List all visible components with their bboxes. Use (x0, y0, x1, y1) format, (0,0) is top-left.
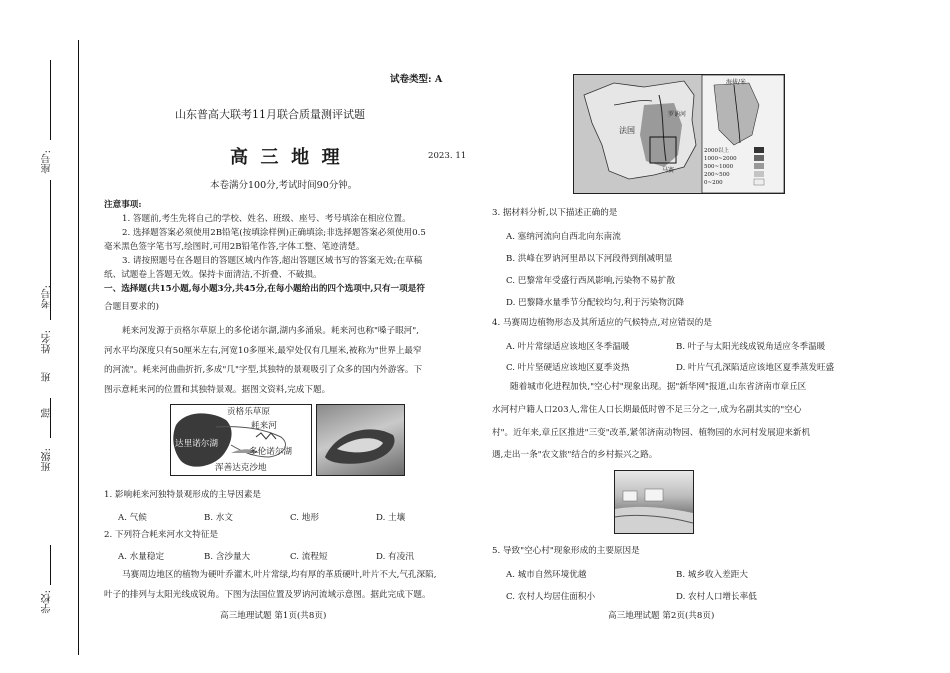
passage1-line: 耗来河发源于贡格尔草原上的多伦诺尔湖,湖内多涌泉。耗来河也称"嗓子眼河", (122, 326, 419, 336)
passage2-line: 马赛周边地区的植物为硬叶乔灌木,叶片常绿,均有厚的革质硬叶,叶片不大,气孔深陷, (122, 570, 437, 580)
notice-heading: 注意事项: (104, 200, 142, 210)
q5-option[interactable]: A. 城市自然环境优越 (506, 570, 587, 580)
passage3-line: 水河村户籍人口203人,常住人口长期最低时曾不足三分之一,成为名副其实的"空心 (492, 405, 802, 415)
map2-legend-title: 海拔/米 (726, 79, 747, 86)
legend-item: 1000~2000 (704, 156, 737, 162)
section-title-cont: 合题目要求的) (104, 302, 159, 312)
notice-item: 毫米黑色签字笔书写,绘图时,可用2B铅笔作答,字体工整、笔迹清楚。 (104, 242, 365, 252)
map2-legend (704, 147, 737, 187)
passage1-line: 河水平均深度只有50厘米左右,河宽10多厘米,最窄处仅有几厘米,被称为"世界上最窄 (104, 346, 422, 356)
haolai-river-map (170, 404, 312, 476)
q1-stem: 1. 影响耗来河独特景观形成的主导因素是 (104, 490, 262, 500)
major-label: 部 (42, 408, 53, 418)
score-note: 本卷满分100分,考试时间90分钟。 (210, 180, 358, 191)
notice-item: 2. 选择题答案必须使用2B铅笔(按填涂样例)正确填涂;非选择题答案必须使用0.5 (122, 228, 426, 238)
passage1-line: 的河流"。耗来河曲曲折折,多成"几"字型,其独特的景观吸引了众多的国内外游客。下 (104, 365, 423, 375)
notice-item: 3. 请按照题号在各题目的答题区域内作答,超出答题区域书写的答案无效;在草稿 (122, 256, 423, 266)
legend-item: 500~1000 (704, 164, 734, 170)
passage3-line: 村"。近年来,章丘区推进"三变"改革,紧邻济南动物园、植物园的水河村发展迎来新机 (492, 428, 811, 438)
q2-stem: 2. 下列符合耗来河水文特征是 (104, 530, 219, 540)
q4-option[interactable]: C. 叶片坚硬适应该地区夏季炎热 (506, 363, 630, 373)
exam-no-blank[interactable] (50, 180, 51, 275)
river-landscape-photo (316, 404, 405, 476)
map1-label: 浑善达克沙地 (215, 463, 267, 473)
map1-label: 耗来河 (251, 421, 277, 431)
q5-stem: 5. 导致"空心村"现象形成的主要原因是 (492, 546, 640, 556)
legend-item: 200~500 (704, 172, 730, 178)
village-photo (614, 470, 694, 534)
passage2-line: 叶子的排列与太阳光线成锐角。下图为法国位置及罗讷河流域示意图。据此完成下题。 (104, 590, 431, 600)
legend-item: 2000以上 (704, 148, 729, 154)
q1-option[interactable]: C. 地形 (290, 513, 319, 523)
q3-stem: 3. 据材料分析,以下描述正确的是 (492, 208, 618, 218)
q4-option[interactable]: B. 叶子与太阳光线成锐角适应冬季温暖 (676, 342, 826, 352)
q3-option[interactable]: B. 洪峰在罗讷河里昂以下河段得到削减明显 (506, 254, 673, 264)
q4-stem: 4. 马赛周边植物形态及其所适应的气候特点,对应错误的是 (492, 318, 712, 328)
school-blank[interactable] (50, 545, 51, 585)
exam-no-label: 考号: (42, 285, 53, 309)
q3-option[interactable]: A. 塞纳河流向自西北向东南流 (506, 232, 621, 242)
q4-option[interactable]: D. 叶片气孔深陷适应该地区夏季蒸发旺盛 (676, 363, 835, 373)
exam-title: 山东普高大联考11月联合质量测评试题 (175, 108, 365, 121)
france-rhone-map (573, 74, 785, 194)
q5-option[interactable]: B. 城乡收入差距大 (676, 570, 748, 580)
legend-item: 0~200 (704, 180, 723, 186)
q2-option[interactable]: D. 有凌汛 (376, 552, 414, 562)
map2-label: 罗讷河 (668, 111, 687, 118)
map1-label: 贡格乐草原 (227, 407, 270, 417)
school-label: 学校: (42, 590, 53, 614)
notice-item: 纸、试题卷上答题无效。保持卡面清洁,不折叠、不破损。 (104, 270, 322, 280)
name-label: 姓名: (42, 330, 53, 354)
exam-type: 试卷类型: A (390, 74, 443, 85)
footer-left: 高三地理试题 第1页(共8页) (220, 611, 327, 621)
q4-option[interactable]: A. 叶片常绿适应该地区冬季温暖 (506, 342, 630, 352)
q1-option[interactable]: A. 气候 (118, 513, 147, 523)
q5-option[interactable]: C. 农村人均居住面积小 (506, 592, 596, 602)
map2-label: 马赛 (662, 167, 675, 174)
binding-line (78, 40, 79, 655)
passage3-line: 随着城市化进程加快,"空心村"现象出现。据"新华网"报道,山东省济南市章丘区 (510, 382, 807, 392)
map1-label: 达里诺尔湖 (175, 439, 218, 449)
q1-option[interactable]: D. 土壤 (376, 513, 406, 523)
notice-item: 1. 答题前,考生先将自己的学校、姓名、班级、座号、考号填涂在相应位置。 (122, 214, 411, 224)
q2-option[interactable]: B. 含沙量大 (204, 552, 251, 562)
class-blank[interactable] (50, 398, 51, 438)
seat-label: 座号: (42, 150, 53, 174)
q1-option[interactable]: B. 水文 (204, 513, 233, 523)
q3-option[interactable]: C. 巴黎常年受盛行西风影响,污染物不易扩散 (506, 276, 676, 286)
passage1-line: 图示意耗来河的位置和其独特景观。据图文资料,完成下题。 (104, 385, 331, 395)
subject-title: 高 三 地 理 (230, 147, 340, 168)
ban-label: 班 (42, 372, 53, 382)
section-title: 一、选择题(共15小题,每小题3分,共45分,在每小题给出的四个选项中,只有一项是符 (104, 284, 425, 294)
class-label: 班级: (42, 448, 53, 472)
footer-right: 高三地理试题 第2页(共8页) (608, 611, 715, 621)
map1-label: 多伦诺尔湖 (249, 447, 292, 457)
q3-option[interactable]: D. 巴黎降水量季节分配较均匀,利于污染物沉降 (506, 298, 685, 308)
q2-option[interactable]: C. 流程短 (290, 552, 328, 562)
seat-blank[interactable] (50, 60, 51, 140)
passage3-line: 遇,走出一条"农文旅"结合的乡村振兴之路。 (492, 450, 658, 460)
exam-date: 2023. 11 (428, 151, 467, 161)
map2-label: 法国 (619, 126, 635, 135)
q2-option[interactable]: A. 水量稳定 (118, 552, 165, 562)
q5-option[interactable]: D. 农村人口增长率低 (676, 592, 757, 602)
